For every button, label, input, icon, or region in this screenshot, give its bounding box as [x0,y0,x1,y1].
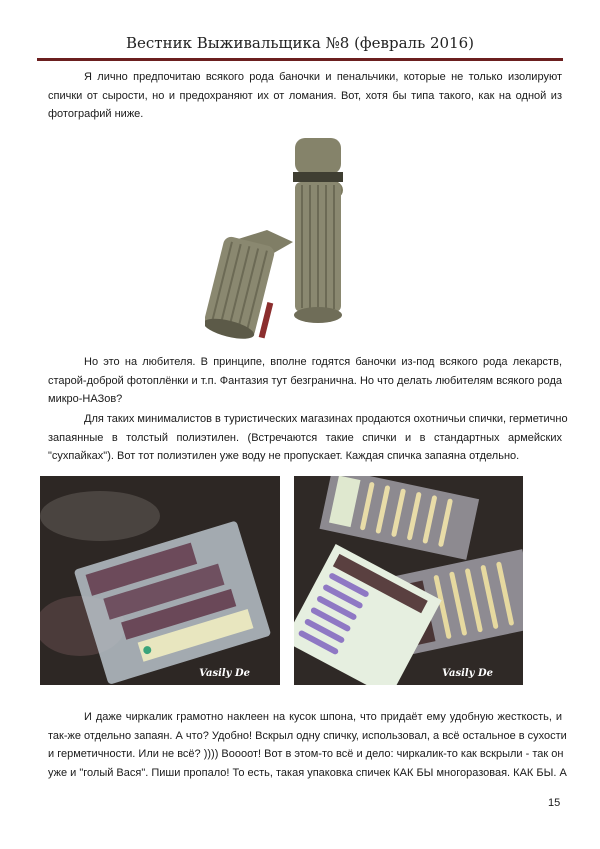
text-line: уже и "голый Вася". Пиши пропало! То есть, такая упаковка спичек КАК БЫ многоразовая. КАК БЫ. А [48,766,567,779]
text-line: так-же отдельно запаян. А что? Удобно! Вскрыл одну спичку, использовал, а всё остальное в сухости [48,729,567,742]
photo-watermark: Vasily De [442,668,493,679]
running-header: Вестник Выживальщика №8 (февраль 2016) [125,34,475,52]
paragraph-2 [48,353,562,409]
paragraph-4 [48,708,567,782]
text-line: "сухпайках"). Вот тот полиэтилен уже воду не пропускает. Каждая спичка запаяна отдельно. [48,450,520,462]
text-line: и герметичности. Или не всё? )))) Воооот! Вот в этом-то всё и дело: чиркалик-то как вскрыли - так он [48,748,564,760]
paragraph-3 [48,410,568,466]
photo-watermark: Vasily De [199,668,250,679]
page-number: 15 [548,797,561,809]
header-rule [37,58,563,61]
text-line: микро-НАЗов? [48,393,123,405]
text-line: Для таких минималистов в туристических магазинах продаются охотничьи спички, герметично [84,413,568,425]
text-line: И даже чиркалик грамотно наклеен на кусок шпона, что придаёт ему удобную жесткость, и [84,711,562,723]
text-line: Я лично предпочитаю всякого рода баночки и пенальчики, которые не только изолируют [84,71,562,83]
text-line: спички от сырости, но и предохраняют их от ломания. Вот, хотя бы типа такого, как на одной из [48,89,562,102]
text-line: Но это на любителя. В принципе, вполне годятся баночки из-под всякого рода лекарств, [84,356,562,368]
paragraph-1 [48,68,562,124]
text-line: фотографий ниже. [48,108,144,120]
text-line: старой-доброй фотоплёнки и т.п. Фантазия тут безгранична. Но что делать любителям всякого рода [48,374,562,387]
photo-match-blisters [294,476,523,685]
photo-sealed-matches [40,476,280,685]
text-line: запаянные в толстый полиэтилен. (Встречаются такие спички и в стандартных армейских [48,431,562,444]
photo-match-containers [205,130,395,345]
